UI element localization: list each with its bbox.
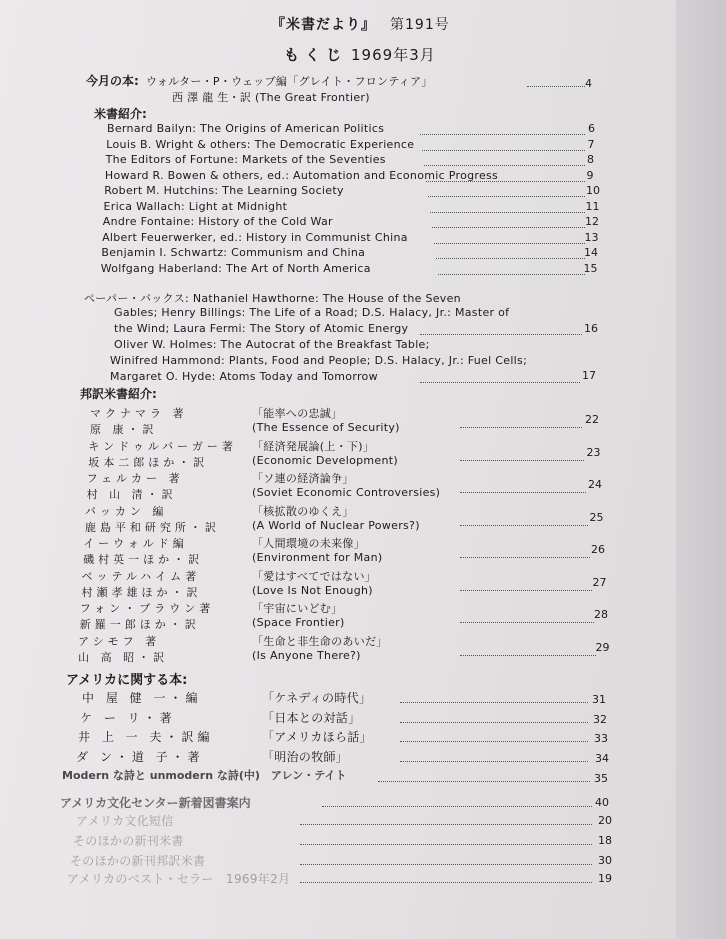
page-number: 22 [585,413,599,426]
paperback-line: ペーパー・バックス: Nathaniel Hawthorne: The House of the Seven [84,292,461,305]
translation-author: マクナマラ 著 [90,407,188,420]
page-number: 7 [587,137,595,151]
page-number: 40 [595,796,609,809]
page-number: 6 [588,122,595,135]
review-entry: Benjamin I. Schwartz: Communism and China [101,246,366,259]
section-heading-center: アメリカ文化センター新着図書案内 [60,796,251,810]
america-book-title: 「明治の牧師」 [262,749,349,764]
page-number: 23 [586,445,601,459]
page-number: 34 [595,751,609,765]
page-number: 32 [593,712,607,726]
paperback-line: Margaret O. Hyde: Atoms Today and Tomorrow [110,370,378,383]
translation-english-title: (Soviet Economic Controversies) [252,486,441,499]
review-entry: Erica Wallach: Light at Midnight [103,199,288,213]
paperback-line: Oliver W. Holmes: The Autocrat of the Breakfast Table; [114,338,430,351]
review-entry: Louis B. Wright & others: The Democratic Experience [106,137,415,151]
page-number: 28 [594,608,608,621]
translation-author: イーウォルド編 [83,537,188,550]
translation-title: 「核拡散のゆくえ」 [252,504,354,518]
page-number: 15 [583,261,598,275]
america-book-title: 「日本との対話」 [262,710,361,725]
review-entry: Wolfgang Haberland: The Art of North America [100,261,371,275]
translation-title: 「経済発展論(上・下)」 [252,439,375,453]
book-of-month-line2: 西 澤 龍 生・訳 (The Great Frontier) [172,91,370,104]
translation-translator: 新羅一郎ほか・訳 [79,618,200,631]
translation-translator: 原 康・訳 [90,423,158,436]
book-of-month-label: 今月の本: [86,74,139,88]
issue-date: 1969年3月 [351,46,436,64]
page-number: 19 [598,872,612,885]
translation-title: 「生命と非生命のあいだ」 [252,634,388,648]
issue-number: 第191号 [390,17,450,33]
america-book-author: 中 屋 健 一・編 [82,691,202,705]
review-entry: Bernard Bailyn: The Origins of American Politics [107,122,385,135]
page-number: 12 [585,215,599,228]
page-number: 33 [594,732,608,745]
toc-title: もくじ 1969年3月 [284,46,436,64]
page-number: 14 [584,246,598,259]
paperback-line: Gables; Henry Billings: The Life of a Road; D.S. Halacy, Jr.: Master of [114,306,510,319]
translation-author: フォン・ブラウン著 [79,602,215,615]
translation-title: 「ソ連の経済論争」 [252,472,354,485]
page-number: 27 [592,575,607,589]
america-book-author: ケ ー リ・著 [80,710,176,725]
section-heading-reviews: 米書紹介: [94,107,147,121]
page-number: 25 [589,510,604,524]
page-number: 26 [591,543,605,556]
translation-author: アシモフ 著 [78,634,161,648]
poem-entry: Modern な詩と unmodern な詩(中) アレン・テイト [62,769,347,782]
translation-title: 「宇宙にいどむ」 [252,602,343,615]
america-book-title: 「アメリカほら話」 [262,730,372,744]
page-number: 31 [592,693,606,706]
page-number: 16 [584,322,598,335]
center-entry: アメリカ文化短信 [76,814,174,828]
translation-title: 「能率への忠誠」 [252,407,343,420]
translation-author: キンドゥルバーガー著 [88,439,237,453]
translation-english-title: (Is Anyone There?) [252,648,361,662]
page-number: 18 [598,834,612,847]
translation-translator: 村瀬孝雄ほか・訳 [81,585,202,599]
binding-gutter [676,0,726,939]
magazine-title: 『米書だより』 第191号 [271,17,450,33]
translation-english-title: (Love Is Not Enough) [252,583,373,597]
america-book-title: 「ケネディの時代」 [262,691,372,705]
translation-english-title: (Economic Development) [252,453,398,467]
page-number: 9 [586,168,594,182]
book-of-month-line1: ウォルター・P・ウェッブ編「グレイト・フロンティア」 [146,75,433,88]
america-book-author: 井 上 一 夫・訳編 [78,730,214,744]
translation-english-title: (A World of Nuclear Powers?) [252,518,420,532]
translation-author: ベッテルハイム著 [81,569,201,583]
center-entry: アメリカのベスト・セラー 1969年2月 [67,872,291,886]
section-heading-america-books: アメリカに関する本: [66,673,188,688]
translation-english-title: (Space Frontier) [252,616,345,629]
paperback-line: Winifred Hammond: Plants, Food and People; D.S. Halacy, Jr.: Fuel Cells; [110,354,528,367]
translation-english-title: (Environment for Man) [252,551,383,564]
page-number: 4 [585,77,592,90]
translation-translator: 山 高 昭・訳 [78,650,169,664]
translation-title: 「人間環境の未来像」 [252,537,365,550]
translation-author: フェルカー 著 [86,472,184,485]
paperback-line: the Wind; Laura Fermi: The Story of Atomic Energy [114,322,409,335]
page-number: 24 [588,478,602,491]
page-number: 8 [587,153,594,166]
page-number: 11 [585,199,600,213]
center-entry: そのほかの新刊米書 [73,834,184,848]
center-entry: そのほかの新刊邦訳米書 [70,854,206,868]
page-number: 30 [598,854,612,867]
translation-author: バッカン 編 [84,504,168,518]
section-heading-translations: 邦訳米書紹介: [80,387,157,401]
translation-translator: 坂本二郎ほか・訳 [88,455,209,469]
page-number: 35 [594,772,608,785]
page-number: 20 [598,814,612,827]
review-entry: Robert M. Hutchins: The Learning Society [104,184,344,197]
page-number: 17 [582,369,596,382]
page-number: 10 [586,184,600,197]
review-entry: The Editors of Fortune: Markets of the Seventies [105,153,386,166]
page-number: 13 [584,230,599,244]
review-entry: Albert Feuerwerker, ed.: History in Communist China [102,230,408,244]
translation-translator: 鹿島平和研究所・訳 [84,520,220,534]
america-book-author: ダ ン・道 子・著 [76,749,204,764]
review-entry: Howard R. Bowen & others, ed.: Automation and Economic Progress [104,168,499,182]
translation-english-title: (The Essence of Security) [252,421,400,434]
review-entry: Andre Fontaine: History of the Cold War [102,215,333,228]
translation-translator: 磯村英一ほか・訳 [83,553,204,566]
translation-title: 「愛はすべてではない」 [252,569,377,583]
page-number: 29 [595,640,610,654]
translation-translator: 村 山 清・訳 [86,488,177,501]
